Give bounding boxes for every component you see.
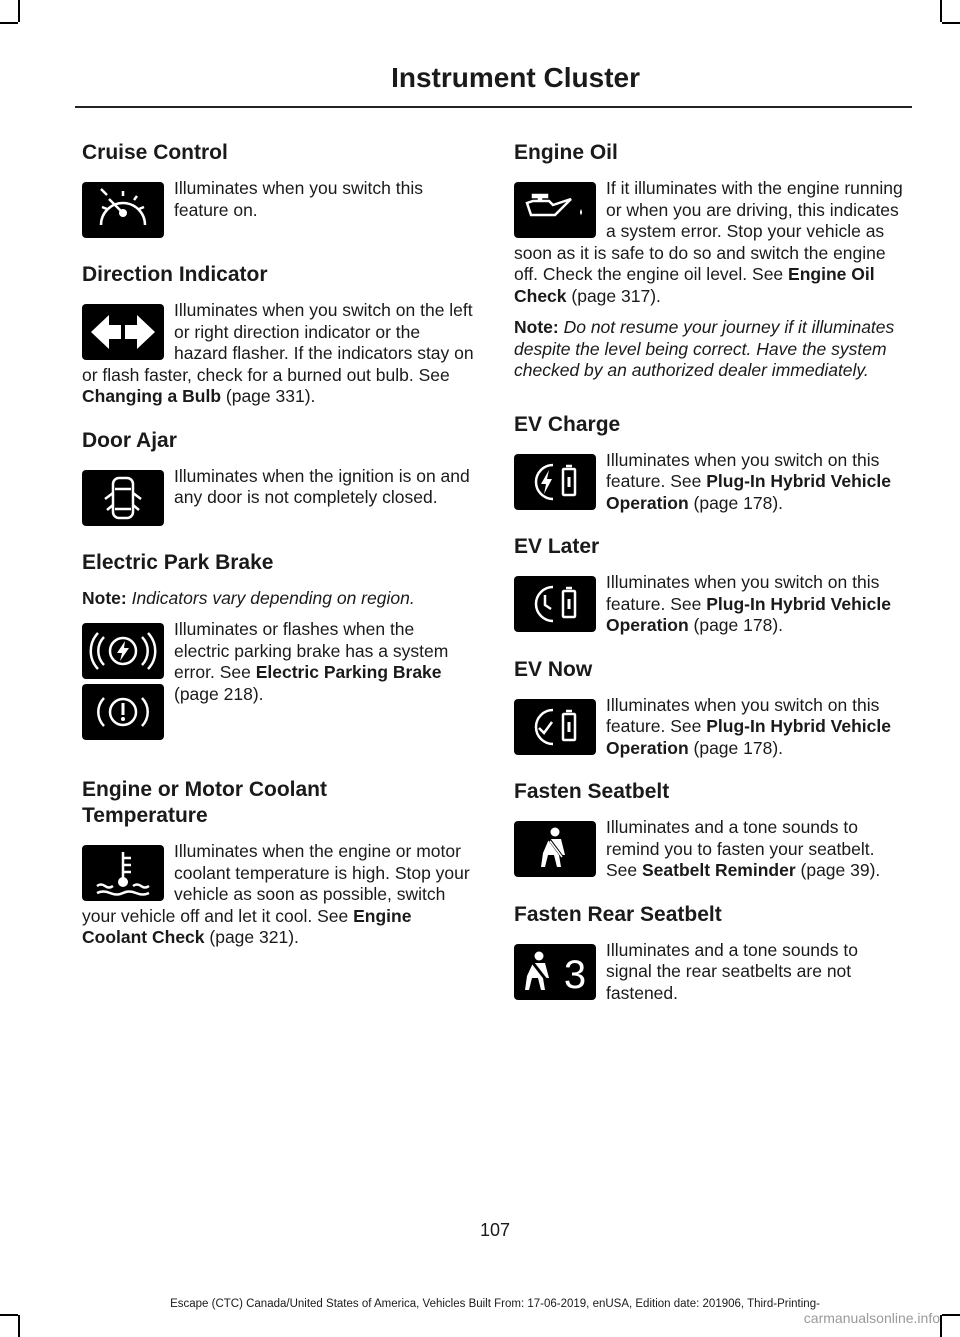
cross-reference-link: Plug-In Hybrid Vehicle Operation [606,471,891,513]
rear-seatbelt-icon [514,944,596,1000]
direction-indicator-icon [82,304,164,360]
crop-mark [18,0,20,22]
section-description: Illuminates when you switch on this feature. See Plug-In Hybrid Vehicle Operation (page 178). [606,694,891,758]
crop-mark [942,1314,960,1316]
cross-reference-link: Plug-In Hybrid Vehicle Operation [606,593,891,635]
electric-park-brake-icon [82,623,164,679]
section-title: Direction Indicator [82,263,268,286]
section-title: Engine Oil [514,141,618,164]
cross-reference-link: Changing a Bulb [82,386,222,406]
section-description: Illuminates or flashes when the electric parking brake has a system error. See Electric Parking Brake (page 218). [174,619,449,704]
section-title: Fasten Rear Seatbelt [514,902,722,926]
section-fasten-seatbelt [514,779,906,882]
cross-reference-link: Plug-In Hybrid Vehicle Operation [606,716,891,758]
ev-charge-icon [514,454,596,510]
cross-reference-link: Seatbelt Reminder [642,860,796,880]
note: Note: Do not resume your journey if it illuminates despite the level being correct. Have the system checked by an authorized dealer immediately. [514,317,895,380]
section-coolant-temperature [82,777,474,949]
ev-later-icon [514,576,596,632]
section-fasten-rear-seatbelt [514,902,906,1005]
section-ev-now [514,657,906,760]
crop-mark [0,22,18,24]
section-description: Illuminates when the ignition is on and any door is not completely closed. [174,465,470,507]
right-column [514,140,906,1024]
crop-mark [0,1314,18,1316]
section-title: Engine or Motor Coolant Temperature [82,778,327,827]
section-title: Cruise Control [82,141,228,164]
section-title: EV Charge [514,412,621,436]
crop-mark [940,0,942,22]
cross-reference-link: Engine Coolant Check [82,905,412,947]
crop-mark [940,1315,942,1337]
crop-mark [18,1315,20,1337]
watermark: carmanualsonline.info [803,1310,940,1326]
section-title: Door Ajar [82,428,177,452]
section-description: Illuminates and a tone sounds to signal the rear seatbelts are not fastened. [606,939,858,1003]
section-description: If it illuminates with the engine running or when you are driving, this indicates a system error. Stop your vehicle as soon as it is safe to do so and switch the engine off. Check the engine oil level. See Engine Oil Check (page 317). [514,178,903,306]
section-ev-charge [514,412,906,515]
section-engine-oil [514,140,906,392]
section-title: EV Now [514,657,593,681]
page-number: 107 [479,1220,511,1240]
seatbelt-icon [514,821,596,877]
section-description: Illuminates when you switch on this feature. See Plug-In Hybrid Vehicle Operation (page 178). [606,572,891,635]
section-title: Fasten Seatbelt [514,780,670,803]
section-title: EV Later [514,535,600,558]
section-cruise-control [82,140,474,242]
crop-mark [942,22,960,24]
section-door-ajar [82,428,474,530]
engine-oil-icon [514,182,596,238]
icon-stack [82,623,164,745]
note: Note: Indicators vary depending on region. [82,587,415,608]
cross-reference-link: Electric Parking Brake [255,662,442,682]
section-direction-indicator [82,262,474,408]
door-ajar-icon [82,470,164,526]
coolant-temperature-icon [82,845,164,901]
footer-text: Escape (CTC) Canada/United States of America, Vehicles Built From: 17-06-2019, enUSA, Edition date: 201906, Third-Printing- [170,1298,820,1310]
brake-warning-icon [82,684,164,740]
section-description: Illuminates when you switch on this feature. See Plug-In Hybrid Vehicle Operation (page 178). [606,449,891,513]
rear-seatbelt-digit: 3 [563,952,587,997]
left-column [82,140,474,969]
cross-reference-link: Engine Oil Check [514,264,875,306]
section-description: Illuminates when you switch this feature on. [174,178,423,220]
cruise-control-icon [82,182,164,238]
section-description: Illuminates when the engine or motor coolant temperature is high. Stop your vehicle as soon as possible, switch your vehicle off and let it cool. See Engine Coolant Check (page 321). [82,841,470,947]
section-description: Illuminates when you switch on the left or right direction indicator or the hazard flasher. If the indicators stay on or flash faster, check for a burned out bulb. See Changing a Bulb (page 331). [82,300,474,406]
page-title: Instrument Cluster [391,62,640,93]
section-ev-later [514,534,906,637]
section-description: Illuminates and a tone sounds to remind you to fasten your seatbelt. See Seatbelt Reminder (page 39). [606,817,881,880]
section-electric-park-brake [82,550,474,750]
header-rule [75,106,912,108]
ev-now-icon [514,699,596,755]
section-title: Electric Park Brake [82,550,274,574]
